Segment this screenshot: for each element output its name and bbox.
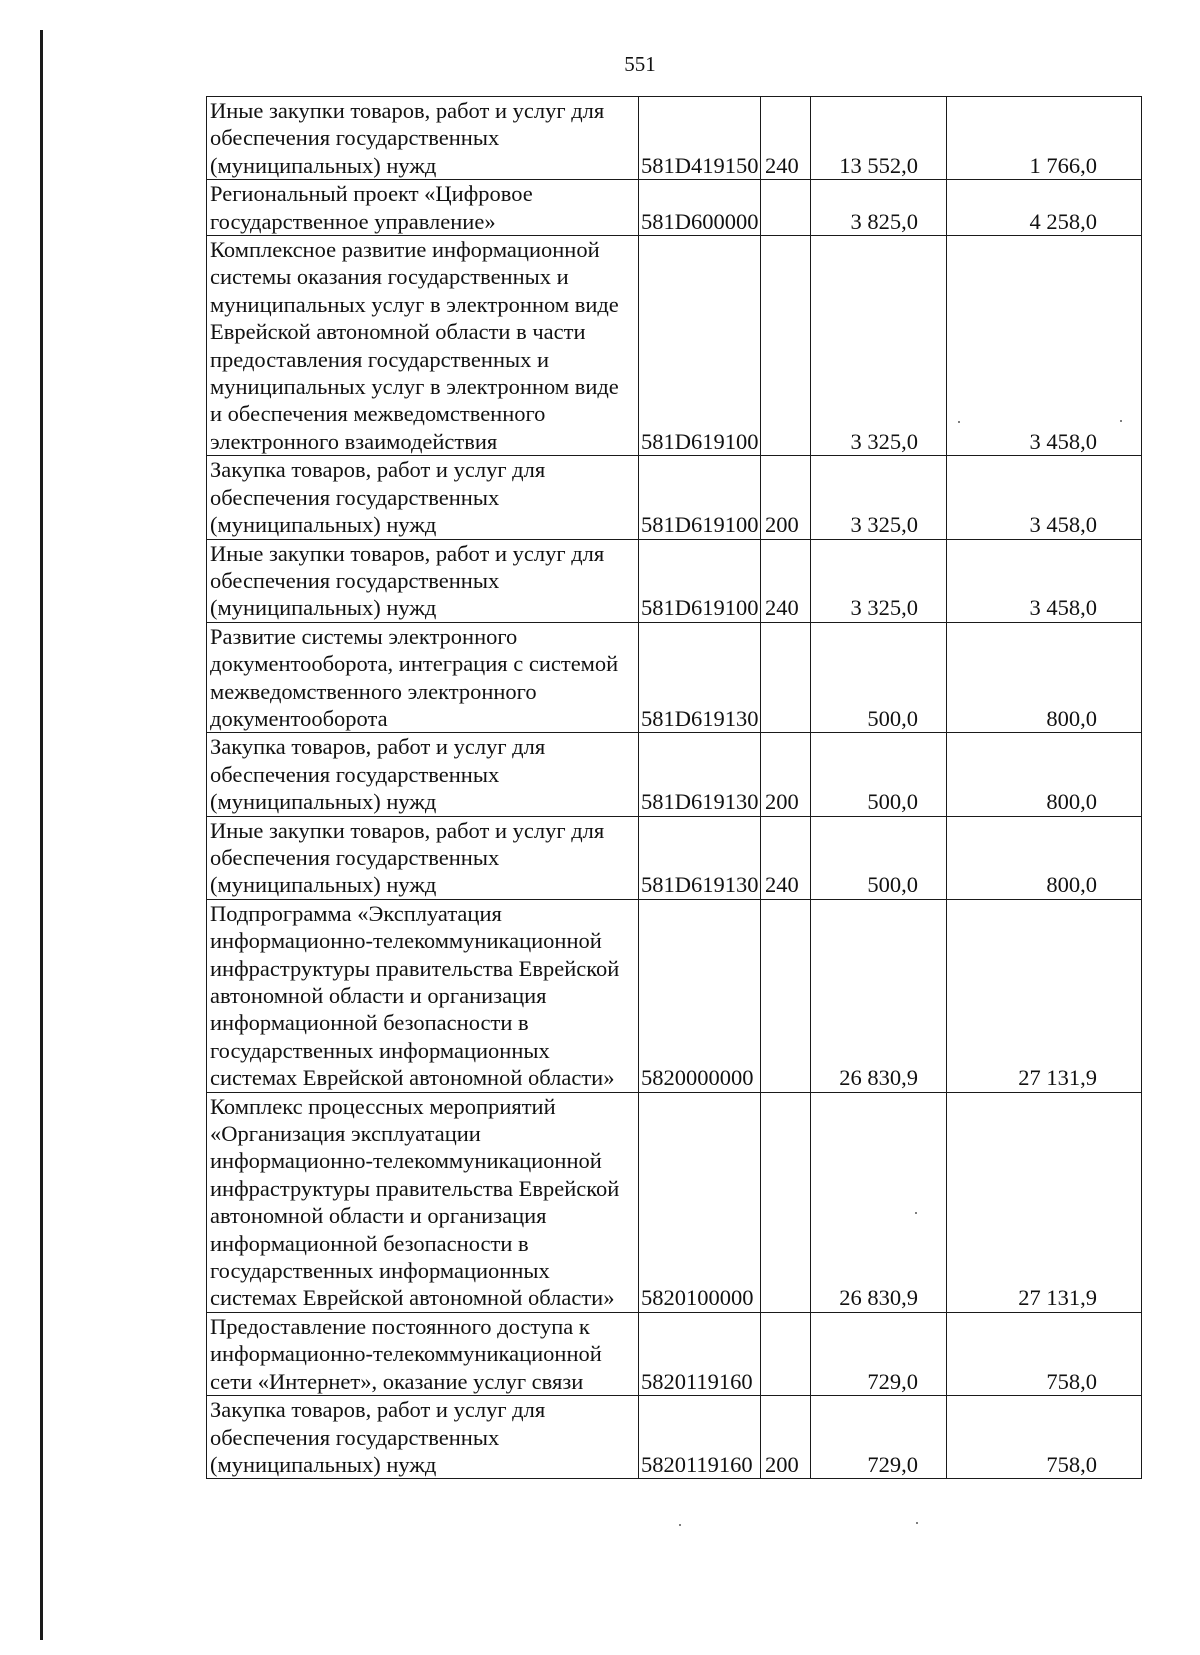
row-sum-2-cell: 800,0 (947, 816, 1142, 899)
table-row (207, 816, 1142, 899)
row-name-line: инфраструктуры правительства Еврейской (210, 955, 620, 981)
row-name-cell (207, 1312, 639, 1395)
row-type-cell: 200 (761, 733, 811, 816)
row-name-line: системах Еврейской автономной области» (210, 1065, 615, 1091)
row-name-line: Еврейской автономной области в части (210, 319, 586, 345)
row-name-line: Закупка товаров, работ и услуг для (210, 457, 546, 483)
row-code-cell: 581D600000 (639, 180, 761, 236)
row-sum-1-cell: 26 830,9 (811, 899, 947, 1092)
row-code-cell: 581D619130 (639, 622, 761, 733)
page-number: 551 (624, 52, 656, 76)
scan-speck (916, 1522, 918, 1524)
row-code-cell: 581D419150 (639, 97, 761, 180)
row-name-line: обеспечения государственных (210, 567, 500, 593)
row-name-line: Закупка товаров, работ и услуг для (210, 734, 546, 760)
row-name-line: электронного взаимодействия (210, 428, 498, 454)
row-name-cell (207, 1092, 639, 1312)
row-name-line: (муниципальных) нужд (210, 152, 437, 178)
row-name-line: обеспечения государственных (210, 125, 500, 151)
row-sum-2-cell: 4 258,0 (947, 180, 1142, 236)
scan-margin-line (40, 30, 43, 1640)
row-name-line: документооборота (210, 705, 388, 731)
row-name-line: Закупка товаров, работ и услуг для (210, 1397, 546, 1423)
row-name-line: информационно-телекоммуникационной (210, 928, 602, 954)
table-body (207, 97, 1142, 1479)
row-name-line: информационной безопасности в (210, 1230, 529, 1256)
row-code-cell: 5820000000 (639, 899, 761, 1092)
row-name-cell (207, 97, 639, 180)
table-row (207, 539, 1142, 622)
table-row (207, 1312, 1142, 1395)
row-name-line: информационно-телекоммуникационной (210, 1341, 602, 1367)
row-name-line: инфраструктуры правительства Еврейской (210, 1175, 620, 1201)
row-code-cell: 5820119160 (639, 1396, 761, 1479)
row-name-line: автономной области и организация (210, 983, 547, 1008)
row-name-line: (муниципальных) нужд (210, 1451, 437, 1477)
row-code-cell: 581D619100 (639, 236, 761, 456)
row-name-line: и обеспечения межведомственного (210, 401, 546, 427)
row-type-cell: 240 (761, 816, 811, 899)
row-name-cell (207, 622, 639, 733)
row-name-line: Комплексное развитие информационной (210, 237, 600, 263)
row-name-line: (муниципальных) нужд (210, 789, 437, 815)
row-sum-2-cell: 758,0 (947, 1312, 1142, 1395)
table-row (207, 456, 1142, 539)
row-sum-1-cell: 3 325,0 (811, 236, 947, 456)
row-name-line: Подпрограмма «Эксплуатация (210, 900, 502, 926)
row-name-cell (207, 899, 639, 1092)
row-sum-1-cell: 500,0 (811, 622, 947, 733)
row-name-cell (207, 180, 639, 236)
row-name-line: сети «Интернет», оказание услуг связи (210, 1368, 584, 1394)
row-name-line: муниципальных услуг в электронном виде (210, 291, 619, 317)
row-name-line: государственное управление» (210, 208, 496, 234)
row-sum-1-cell: 500,0 (811, 816, 947, 899)
row-name-line: государственных информационных (210, 1037, 550, 1063)
row-code-cell: 581D619130 (639, 733, 761, 816)
row-name-line: муниципальных услуг в электронном виде (210, 374, 619, 400)
row-name-cell (207, 1396, 639, 1479)
budget-table (206, 96, 1142, 1479)
table-row (207, 733, 1142, 816)
row-name-line: предоставления государственных и (210, 346, 550, 372)
row-name-line: обеспечения государственных (210, 484, 500, 510)
row-name-line: обеспечения государственных (210, 1424, 500, 1450)
row-name-cell (207, 539, 639, 622)
row-name-line: Комплекс процессных мероприятий (210, 1093, 556, 1119)
row-name-line: Иные закупки товаров, работ и услуг для (210, 98, 605, 123)
row-type-cell (761, 622, 811, 733)
row-type-cell: 200 (761, 456, 811, 539)
row-sum-2-cell: 3 458,0 (947, 236, 1142, 456)
row-name-line: межведомственного электронного (210, 678, 537, 704)
row-name-line: автономной области и организация (210, 1203, 547, 1229)
row-sum-1-cell: 3 325,0 (811, 539, 947, 622)
row-type-cell: 240 (761, 97, 811, 180)
row-type-cell (761, 899, 811, 1092)
row-name-line: обеспечения государственных (210, 761, 500, 787)
row-sum-2-cell: 27 131,9 (947, 1092, 1142, 1312)
row-sum-2-cell: 3 458,0 (947, 456, 1142, 539)
table-row (207, 97, 1142, 180)
row-name-cell (207, 733, 639, 816)
row-name-cell (207, 816, 639, 899)
row-sum-1-cell: 729,0 (811, 1312, 947, 1395)
row-code-cell: 5820100000 (639, 1092, 761, 1312)
row-name-line: информационной безопасности в (210, 1010, 529, 1036)
row-sum-1-cell: 729,0 (811, 1396, 947, 1479)
table-row (207, 899, 1142, 1092)
table-row (207, 1092, 1142, 1312)
row-sum-2-cell: 3 458,0 (947, 539, 1142, 622)
row-name-line: Развитие системы электронного (210, 623, 518, 649)
row-name-line: (муниципальных) нужд (210, 595, 437, 621)
row-name-line: (муниципальных) нужд (210, 872, 437, 898)
row-name-line: Предоставление постоянного доступа к (210, 1313, 590, 1339)
table-row (207, 180, 1142, 236)
row-sum-1-cell: 500,0 (811, 733, 947, 816)
row-name-line: документооборота, интеграция с системой (210, 651, 619, 677)
row-name-line: Иные закупки товаров, работ и услуг для (210, 540, 605, 566)
row-name-line: Региональный проект «Цифровое (210, 181, 533, 207)
row-name-cell (207, 236, 639, 456)
row-name-line: (муниципальных) нужд (210, 512, 437, 538)
scan-speck (958, 421, 960, 423)
row-name-line: информационно-телекоммуникационной (210, 1148, 602, 1174)
row-sum-2-cell: 758,0 (947, 1396, 1142, 1479)
table-row (207, 622, 1142, 733)
row-name-line: системы оказания государственных и (210, 264, 569, 290)
row-sum-1-cell: 26 830,9 (811, 1092, 947, 1312)
row-name-line: Иные закупки товаров, работ и услуг для (210, 817, 605, 843)
table-row (207, 236, 1142, 456)
row-code-cell: 5820119160 (639, 1312, 761, 1395)
row-type-cell (761, 1312, 811, 1395)
row-type-cell (761, 180, 811, 236)
row-sum-1-cell: 3 825,0 (811, 180, 947, 236)
row-code-cell: 581D619130 (639, 816, 761, 899)
row-sum-1-cell: 13 552,0 (811, 97, 947, 180)
row-sum-2-cell: 1 766,0 (947, 97, 1142, 180)
row-type-cell: 200 (761, 1396, 811, 1479)
row-code-cell: 581D619100 (639, 539, 761, 622)
scan-speck (679, 1524, 681, 1526)
scan-speck (915, 1212, 917, 1214)
row-name-line: системах Еврейской автономной области» (210, 1285, 615, 1311)
row-name-line: обеспечения государственных (210, 844, 500, 870)
row-type-cell (761, 236, 811, 456)
row-code-cell: 581D619100 (639, 456, 761, 539)
row-name-line: «Организация эксплуатации (210, 1121, 481, 1147)
scan-speck (1120, 420, 1122, 422)
row-name-cell (207, 456, 639, 539)
row-sum-2-cell: 27 131,9 (947, 899, 1142, 1092)
row-type-cell: 240 (761, 539, 811, 622)
row-type-cell (761, 1092, 811, 1312)
row-sum-2-cell: 800,0 (947, 733, 1142, 816)
row-name-line: государственных информационных (210, 1258, 550, 1284)
row-sum-2-cell: 800,0 (947, 622, 1142, 733)
row-sum-1-cell: 3 325,0 (811, 456, 947, 539)
table-row (207, 1396, 1142, 1479)
